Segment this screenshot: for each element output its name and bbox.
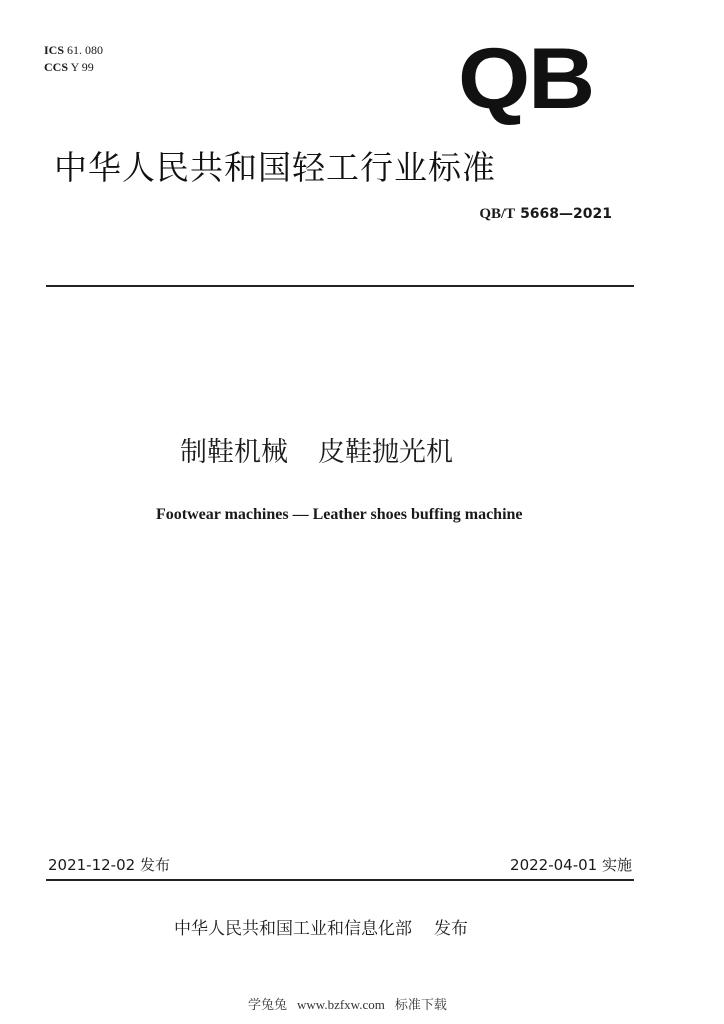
download-footer <box>248 994 447 1013</box>
footer-url[interactable]: www.bzfxw.com <box>297 997 385 1012</box>
classification-codes <box>44 42 103 76</box>
issuing-authority <box>174 914 468 939</box>
ccs-label: CCS <box>44 60 69 74</box>
issuer-name: 中华人民共和国工业和信息化部 <box>174 919 412 939</box>
document-title-en: Footwear machines — Leather shoes buffing machine <box>156 506 523 523</box>
ics-label: ICS <box>44 43 65 57</box>
top-divider <box>46 285 634 287</box>
issue-date: 2021-12-02 发布 <box>48 856 170 874</box>
ics-code <box>44 42 103 59</box>
qb-logo: QB <box>458 31 593 127</box>
title-cn-part2: 皮鞋抛光机 <box>318 437 453 468</box>
implementation-date: 2022-04-01 实施 <box>510 856 632 874</box>
document-title-cn <box>180 430 453 469</box>
ics-value: 61. 080 <box>67 43 104 57</box>
footer-site-name: 学兔兔 <box>248 997 288 1012</box>
standard-code: 5668—2021 <box>520 206 612 222</box>
title-cn-part1: 制鞋机械 <box>180 437 288 468</box>
footer-tag: 标准下载 <box>394 997 447 1012</box>
issuer-action: 发布 <box>434 919 468 939</box>
bottom-divider <box>46 879 634 881</box>
industry-standard-title: 中华人民共和国轻工行业标准 <box>54 148 496 187</box>
standard-prefix: QB/T <box>479 206 516 222</box>
ccs-code <box>44 59 103 76</box>
standard-number <box>479 206 612 223</box>
ccs-value: Y 99 <box>70 60 94 74</box>
